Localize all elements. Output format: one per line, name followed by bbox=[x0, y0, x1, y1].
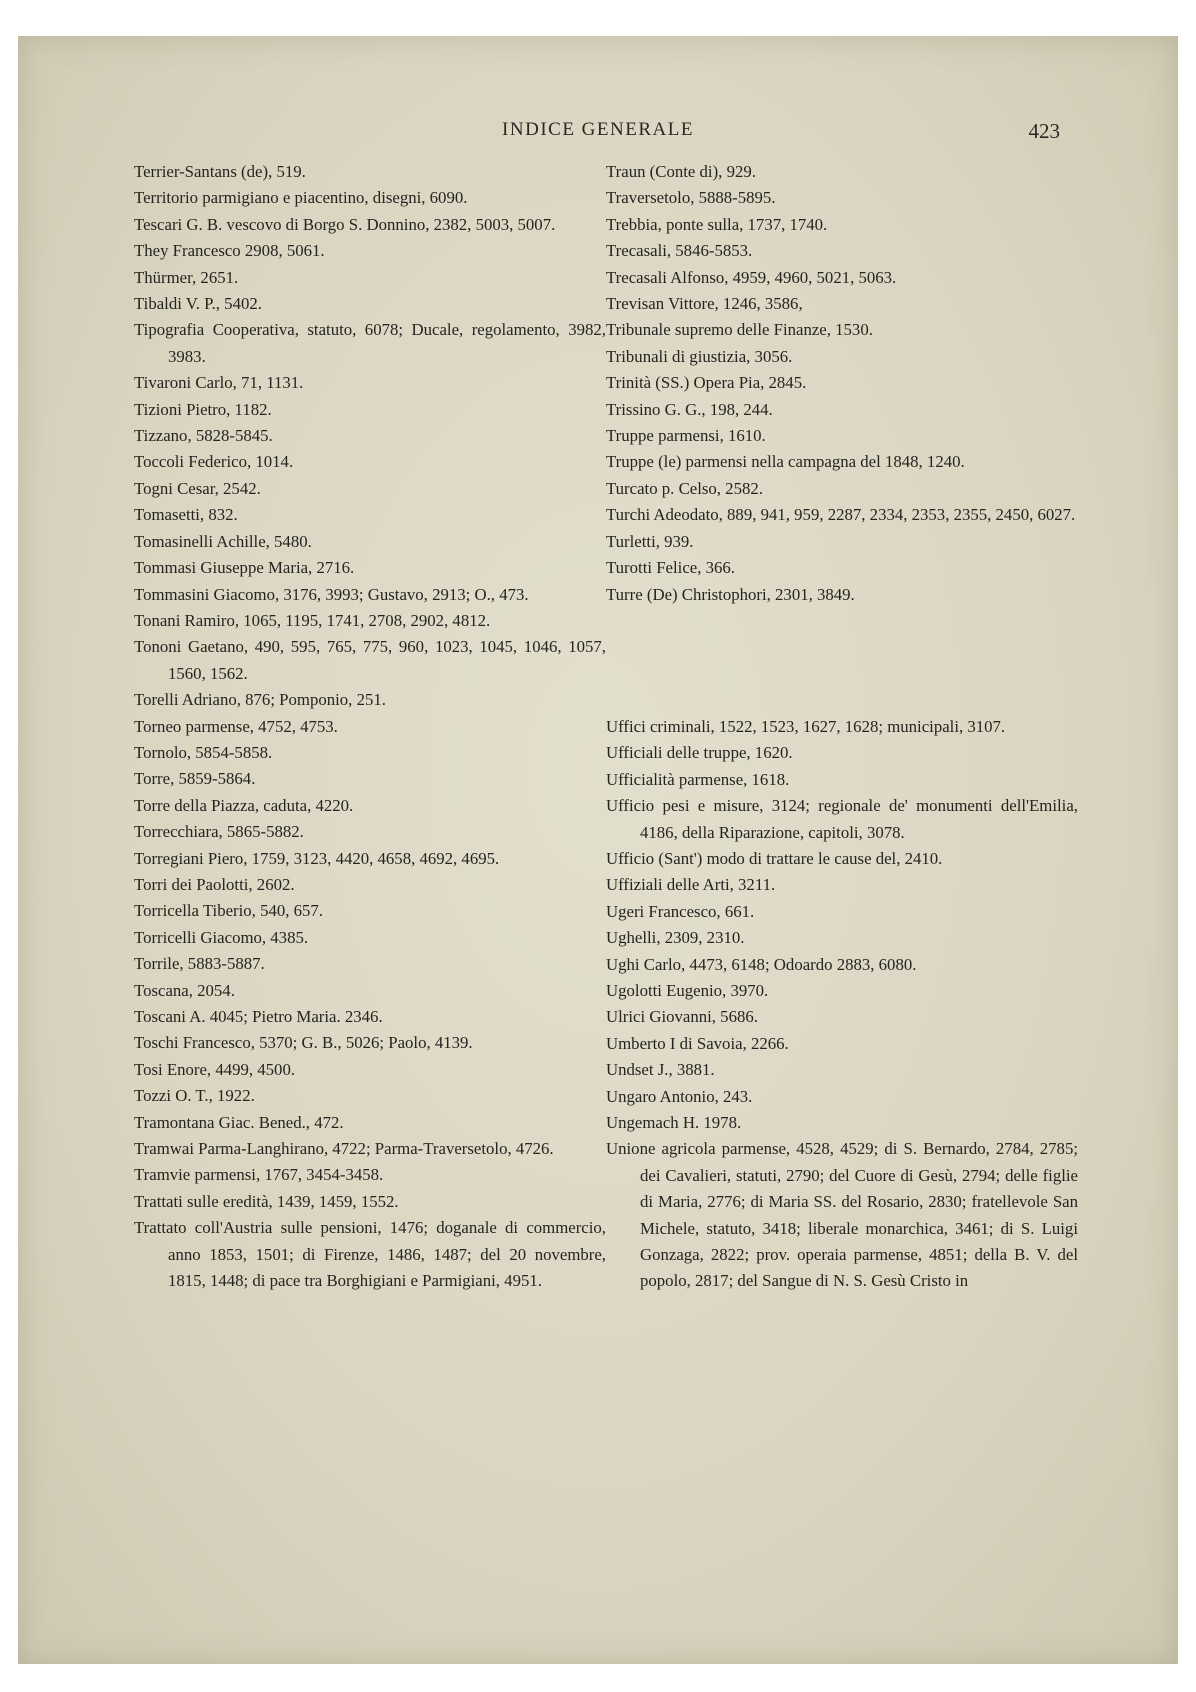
index-entry: Trissino G. G., 198, 244. bbox=[606, 399, 773, 419]
index-column-left bbox=[134, 159, 606, 1294]
index-entry: Torri dei Paolotti, 2602. bbox=[134, 874, 295, 894]
section-gap bbox=[606, 608, 1078, 714]
index-entry: Tramwai Parma-Langhirano, 4722; Parma-Traversetolo, 4726. bbox=[134, 1139, 554, 1159]
index-entry: Undset J., 3881. bbox=[606, 1060, 715, 1080]
index-entry: Trecasali, 5846-5853. bbox=[606, 241, 753, 261]
index-entry: Torregiani Piero, 1759, 3123, 4420, 4658, 4692, 4695. bbox=[134, 848, 500, 868]
index-entry: Torre, 5859-5864. bbox=[134, 769, 256, 789]
index-entry: Tosi Enore, 4499, 4500. bbox=[134, 1059, 296, 1079]
index-entry: Uffici criminali, 1522, 1523, 1627, 1628; municipali, 3107. bbox=[606, 716, 1006, 736]
index-entry: Tivaroni Carlo, 71, 1131. bbox=[134, 373, 304, 393]
index-entry: Tomasinelli Achille, 5480. bbox=[134, 531, 312, 551]
index-entry: Ufficio (Sant') modo di trattare le cause del, 2410. bbox=[606, 848, 943, 868]
index-entry: Traversetolo, 5888-5895. bbox=[606, 188, 776, 208]
index-entry: Tomasetti, 832. bbox=[134, 505, 238, 525]
index-section-t bbox=[606, 159, 1078, 608]
index-entry: Traun (Conte di), 929. bbox=[606, 162, 756, 181]
index-entry: Turotti Felice, 366. bbox=[606, 558, 735, 578]
index-entry: Torelli Adriano, 876; Pomponio, 251. bbox=[134, 690, 386, 710]
index-entry: Truppe parmensi, 1610. bbox=[606, 426, 766, 446]
index-entry: Truppe (le) parmensi nella campagna del 1848, 1240. bbox=[606, 452, 965, 472]
index-entry: Territorio parmigiano e piacentino, disegni, 6090. bbox=[134, 188, 468, 208]
index-entry: Terrier-Santans (de), 519. bbox=[134, 162, 306, 181]
index-entry: Trinità (SS.) Opera Pia, 2845. bbox=[606, 373, 807, 393]
index-entry: Toccoli Federico, 1014. bbox=[134, 452, 294, 472]
index-entry: Turletti, 939. bbox=[606, 531, 694, 551]
index-entry: Turchi Adeodato, 889, 941, 959, 2287, 2334, 2353, 2355, 2450, 6027. bbox=[606, 505, 1076, 525]
index-entry: Tizzano, 5828-5845. bbox=[134, 426, 273, 446]
index-entry: Turre (De) Christophori, 2301, 3849. bbox=[606, 584, 855, 604]
index-entry: Tozzi O. T., 1922. bbox=[134, 1086, 255, 1106]
index-entry: Umberto I di Savoia, 2266. bbox=[606, 1033, 789, 1053]
index-entry: Tescari G. B. vescovo di Borgo S. Donnino, 2382, 5003, 5007. bbox=[134, 214, 556, 234]
index-entry: Tipografia Cooperativa, statuto, 6078; Ducale, regolamento, 3982, 3983. bbox=[134, 320, 606, 366]
index-column-right bbox=[606, 159, 1078, 1295]
index-entry: Unione agricola parmense, 4528, 4529; di S. Bernardo, 2784, 2785; dei Cavalieri, statuti, 2790; del Cuore di Gesù, 2794; delle figlie di Maria, 2776; di Maria SS. del Rosario, 2830; fratellevole San Michele, statuto, 3418; liberale monarchica, 3461; di S. Luigi Gonzaga, 2822; prov. operaia parmense, 4851; della B. V. del popolo, 2817; del Sangue di N. S. Gesù Cristo in bbox=[606, 1139, 1078, 1291]
index-entry: Ungaro Antonio, 243. bbox=[606, 1086, 753, 1106]
index-entry: Thürmer, 2651. bbox=[134, 267, 239, 287]
index-entry: Torneo parmense, 4752, 4753. bbox=[134, 716, 338, 736]
index-entry: Tizioni Pietro, 1182. bbox=[134, 399, 272, 419]
index-entry: Toscana, 2054. bbox=[134, 980, 235, 1000]
running-title: INDICE GENERALE bbox=[502, 119, 694, 140]
index-entry: Toschi Francesco, 5370; G. B., 5026; Paolo, 4139. bbox=[134, 1033, 473, 1053]
index-entry: Ufficio pesi e misure, 3124; regionale de' monumenti dell'Emilia, 4186, della Riparazione, capitoli, 3078. bbox=[606, 796, 1078, 842]
index-entry: Togni Cesar, 2542. bbox=[134, 478, 261, 498]
index-entry: Tramvie parmensi, 1767, 3454-3458. bbox=[134, 1165, 384, 1185]
index-entry: Tibaldi V. P., 5402. bbox=[134, 294, 262, 314]
index-entry: Tommasi Giuseppe Maria, 2716. bbox=[134, 558, 355, 578]
index-entry: Trattati sulle eredità, 1439, 1459, 1552. bbox=[134, 1191, 399, 1211]
index-entry: Ulrici Giovanni, 5686. bbox=[606, 1007, 758, 1027]
index-entry: Trevisan Vittore, 1246, 3586, bbox=[606, 294, 803, 314]
index-entry: Ugolotti Eugenio, 3970. bbox=[606, 980, 769, 1000]
index-entry: Tribunali di giustizia, 3056. bbox=[606, 346, 793, 366]
index-entry: Trattato coll'Austria sulle pensioni, 1476; doganale di commercio, anno 1853, 1501; di Firenze, 1486, 1487; del 20 novembre, 1815, 1448; di pace tra Borghigiani e Parmigiani, 4951. bbox=[134, 1218, 606, 1291]
index-entry: Turcato p. Celso, 2582. bbox=[606, 478, 763, 498]
page-number: 423 bbox=[1028, 119, 1060, 143]
index-entry: Tornolo, 5854-5858. bbox=[134, 742, 273, 762]
index-entry: Ughelli, 2309, 2310. bbox=[606, 928, 745, 948]
index-entry: Tonani Ramiro, 1065, 1195, 1741, 2708, 2902, 4812. bbox=[134, 610, 491, 630]
index-entry: Trecasali Alfonso, 4959, 4960, 5021, 5063. bbox=[606, 267, 897, 287]
index-entry: Torricella Tiberio, 540, 657. bbox=[134, 901, 323, 921]
index-entry: Ughi Carlo, 4473, 6148; Odoardo 2883, 6080. bbox=[606, 954, 917, 974]
index-entry: Tononi Gaetano, 490, 595, 765, 775, 960, 1023, 1045, 1046, 1057, 1560, 1562. bbox=[134, 637, 606, 683]
index-entry: Trebbia, ponte sulla, 1737, 1740. bbox=[606, 214, 828, 234]
index-entry: Tommasini Giacomo, 3176, 3993; Gustavo, 2913; O., 473. bbox=[134, 584, 529, 604]
index-entry: Ugeri Francesco, 661. bbox=[606, 901, 755, 921]
index-entry: Uffiziali delle Arti, 3211. bbox=[606, 875, 776, 895]
page-header bbox=[18, 119, 1178, 149]
index-entry: Tribunale supremo delle Finanze, 1530. bbox=[606, 320, 873, 340]
book-page bbox=[18, 36, 1178, 1664]
index-entry: Torricelli Giacomo, 4385. bbox=[134, 927, 309, 947]
index-entry: Toscani A. 4045; Pietro Maria. 2346. bbox=[134, 1007, 383, 1026]
index-section-u bbox=[606, 714, 1078, 1295]
index-entry: Ufficialità parmense, 1618. bbox=[606, 769, 790, 789]
index-entry: Ungemach H. 1978. bbox=[606, 1113, 742, 1132]
index-entry: Ufficiali delle truppe, 1620. bbox=[606, 743, 793, 763]
index-entry: They Francesco 2908, 5061. bbox=[134, 241, 325, 261]
index-entry: Torre della Piazza, caduta, 4220. bbox=[134, 795, 354, 815]
index-entry: Tramontana Giac. Bened., 472. bbox=[134, 1112, 344, 1132]
index-entry: Torrile, 5883-5887. bbox=[134, 954, 265, 974]
index-entry: Torrecchiara, 5865-5882. bbox=[134, 822, 304, 842]
